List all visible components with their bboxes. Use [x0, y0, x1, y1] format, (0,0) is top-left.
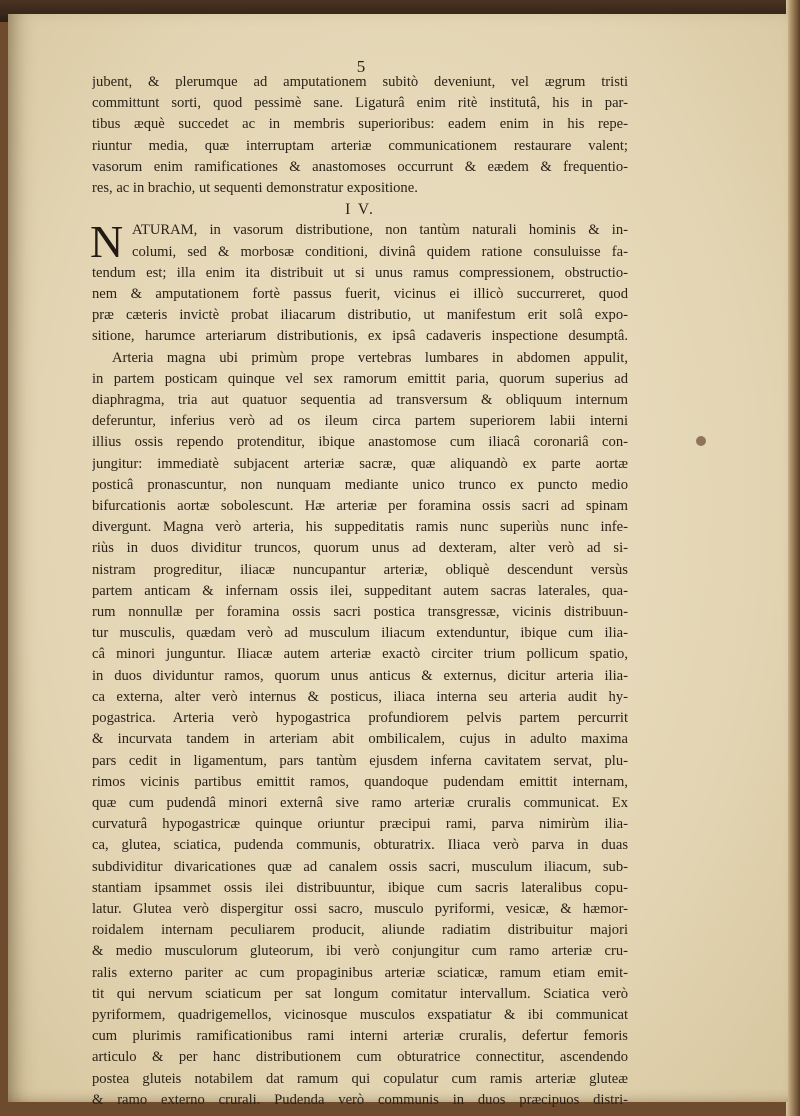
- text-line: latur. Glutea verò dispergitur ossi sacro, musculo pyriformi, vesicæ, & hæmor-: [92, 900, 628, 917]
- text-line: stantiam ipsammet ossis ilei distribuuntur, ibique cum sacris lateralibus copu-: [92, 879, 628, 896]
- section-heading: I V.: [345, 201, 375, 219]
- text-line: Arteria magna ubi primùm prope vertebras lumbares in abdomen appulit,: [112, 349, 628, 366]
- text-line: rimos vicinis partibus emittit ramos, quandoque pudendam emittit internam,: [92, 773, 628, 790]
- text-line: tit qui nervum sciaticum per sat longum comitatur intervallum. Sciatica verò: [92, 985, 628, 1002]
- text-line: riuntur media, quæ interruptam arteriæ communicationem restaurare valent;: [92, 137, 628, 154]
- book-page-edges: [786, 0, 800, 1116]
- text-line: pyriformem, quadrigemellos, vicinosque musculos exspatiatur & ibi communicat: [92, 1006, 628, 1023]
- text-line: columi, sed & morbosæ conditioni, divinâ quidem ratione consuluisse fa-: [132, 243, 628, 260]
- text-line: tur musculis, quædam verò ad musculum iliacum extenduntur, ibique cum ilia-: [92, 625, 628, 642]
- text-line: committunt sorti, quod pessimè sane. Ligaturâ enim ritè institutâ, his in par-: [92, 95, 628, 112]
- drop-cap-initial: N: [90, 216, 124, 268]
- drop-cap-paragraph: [90, 216, 628, 268]
- text-line: tibus æquè succedet ac in membris superioribus: eadem enim in his repe-: [92, 116, 628, 133]
- text-line: & incurvata tandem in arteriam abit ombilicalem, cujus in adulto maxima: [92, 731, 628, 748]
- text-line: præ cæteris invictè probat iliacarum distributio, ut manifestum erit solâ expo-: [92, 307, 628, 324]
- text-line: jungitur: immediatè subjacent arteriæ sacræ, quæ aliquandò ex parte aortæ: [92, 455, 628, 472]
- text-line: bifurcationis aortæ sobolescunt. Hæ arteriæ per foramina ossis sacri ad spinam: [92, 498, 628, 515]
- text-line: res, ac in brachio, ut sequenti demonstratur expositione.: [92, 180, 418, 197]
- text-line: câ minori junguntur. Iliacæ autem arteriæ exactò circiter trium pollicum spatio,: [92, 646, 628, 663]
- text-line: ATURAM, in vasorum distributione, non tantùm naturali hominis & in-: [132, 222, 628, 239]
- text-line: illius ossis rependo protenditur, ibique anastomose cum iliacâ coronariâ con-: [92, 434, 628, 451]
- text-line: rum nonnullæ per foramina ossis sacri postica transgressæ, vicinis distribuun-: [92, 604, 628, 621]
- text-line: partem anticam & infernam ossis ilei, suppeditant autem sacras laterales, qua-: [92, 582, 628, 599]
- text-line: in partem posticam quinque vel sex ramorum emittit paria, quorum superius ad: [92, 370, 628, 387]
- page-number: 5: [356, 57, 366, 76]
- text-line: ca externa, alter verò internus & posticus, iliaca interna seu arteria audit hy-: [92, 688, 628, 705]
- text-line: pars cedit in ligamentum, pars tantùm ejusdem inferna cavitatem servat, plu-: [92, 752, 628, 769]
- text-line: in duos dividuntur ramos, quorum unus anticus & externus, dicitur arteria ilia-: [92, 667, 628, 684]
- text-line: roidalem internam peculiarem producit, aliunde radiatim distribuitur majori: [92, 922, 628, 939]
- text-line: articulo & per hanc distributionem cum obturatrice connectitur, ascendendo: [92, 1049, 628, 1066]
- text-line: jubent, & plerumque ad amputationem subitò deveniunt, vel ægrum tristi: [92, 74, 628, 90]
- text-line: cum plurimis ramificationibus rami interni arteriæ cruralis, defertur femoris: [92, 1028, 628, 1045]
- text-line: deferuntur, inferius verò ad os ileum circa partem superiorem labii interni: [92, 413, 628, 430]
- ink-spot: [696, 436, 706, 446]
- text-line: vasorum enim ramificationes & anastomoses occurrunt & eædem & frequentio-: [92, 158, 628, 175]
- text-line: nem & amputationem fortè passus fuerit, vicinus ei illicò succurreret, quod: [92, 286, 628, 303]
- text-line: postea gluteis notabilem dat ramum qui copulatur cum ramis arteriæ gluteæ: [92, 1070, 628, 1087]
- text-line: curvaturâ hypogastricæ quinque oriuntur præcipui rami, parva nimirùm ilia-: [92, 816, 628, 833]
- text-line: ralis externo pariter ac cum propaginibus arteriæ sciaticæ, ramum etiam emit-: [92, 964, 628, 981]
- text-line: & ramo externo crurali. Pudenda verò communis in duos præcipuos distri-: [92, 1091, 628, 1108]
- text-line: quæ cum pudendâ minori externâ sive ramo arteriæ cruralis communicat. Ex: [92, 794, 628, 811]
- text-line: subdividitur divaricationes quæ ad canalem ossis sacri, musculum iliacum, sub-: [92, 858, 628, 875]
- text-line: tendum est; illa enim ita distribuit ut si unus ramus compressionem, obstructio-: [92, 264, 628, 281]
- text-line: pogastrica. Arteria verò hypogastrica profundiorem pelvis partem percurrit: [92, 710, 628, 727]
- text-line: & medio musculorum gluteorum, ibi verò conjungitur cum ramo arteriæ cru-: [92, 943, 628, 960]
- text-line: ca, glutea, sciatica, pudenda communis, obturatrix. Iliaca verò parva in duas: [92, 837, 628, 854]
- text-line: nistram progreditur, iliacæ nuncupantur arteriæ, obliquè descendunt versùs: [92, 561, 628, 578]
- text-line: riùs in duos dividitur truncos, quorum unus ad dexteram, alter verò ad si-: [92, 540, 628, 557]
- page-text: [92, 72, 628, 1111]
- text-line: diaphragma, tria aut quatuor sequentia ad transversum & obliquum internum: [92, 392, 628, 409]
- text-line: sitione, harumce arteriarum distributionis, ex ipsâ cadaveris inspectione desumptâ.: [92, 328, 628, 345]
- text-line: posticâ pronascuntur, non nunquam mediante unico trunco ex puncto medio: [92, 476, 628, 493]
- text-line: divergunt. Magna verò arteria, his suppeditatis ramis nunc superiùs nunc infe-: [92, 519, 628, 536]
